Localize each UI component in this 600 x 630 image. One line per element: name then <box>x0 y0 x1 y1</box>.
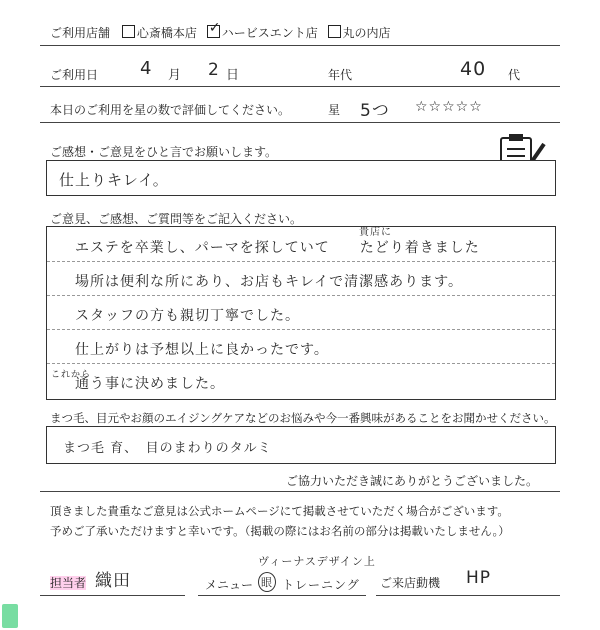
age-value: 40 <box>460 58 487 80</box>
staff-label: 担当者 <box>50 576 87 590</box>
store-label: ご利用店舗 <box>50 26 111 40</box>
impression-prompt: ご感想・ご意見をひと言でお願いします。 <box>50 145 278 159</box>
store-option-herbis[interactable]: ✓ ハービスエント店 <box>208 20 318 40</box>
age-label: 年代 <box>328 68 353 82</box>
visit-month: 4 <box>140 58 153 79</box>
checkbox[interactable] <box>122 25 135 38</box>
comment-line-2: 場所は便利な所にあり、お店もキレイで清潔感あります。 <box>75 274 464 290</box>
comments-box <box>46 226 556 400</box>
marker-smudge <box>2 604 18 628</box>
age-unit: 代 <box>508 68 521 82</box>
check-mark-icon: ✓ <box>208 20 221 36</box>
thanks-text: ご協力いただき誠にありがとうございました。 <box>286 474 539 488</box>
impression-answer: 仕上りキレイ。 <box>59 171 169 189</box>
checkbox[interactable] <box>328 25 341 38</box>
rating-value: 5つ <box>360 101 390 121</box>
comments-prompt: ご意見、ご感想、ご質問等をご記入ください。 <box>50 212 303 226</box>
store-row <box>50 20 391 41</box>
reason-label: ご来店動機 <box>380 576 441 590</box>
month-unit: 月 <box>168 68 183 83</box>
comment-margin-note: これから <box>51 370 92 380</box>
disclaimer-line-2: 予めご了承いただけますと幸いです。（掲載の際にはお名前の部分は掲載いたしません。） <box>50 524 510 538</box>
rating-stars: ☆☆☆☆☆ <box>415 99 483 115</box>
reason-value: HP <box>466 568 492 588</box>
menu-bottom: トレーニング <box>282 578 360 592</box>
visit-day: 2 <box>208 60 220 80</box>
checkbox-checked[interactable] <box>207 20 221 38</box>
date-label: ご利用日 <box>50 68 99 82</box>
comment-line-5: 通う事に決めました。 <box>75 376 225 392</box>
menu-label: メニュー <box>205 578 254 592</box>
star-label: 星 <box>328 103 341 117</box>
menu-mark: 眼 <box>258 572 276 592</box>
menu-top: ヴィーナスデザイン上 <box>258 555 376 568</box>
concerns-box <box>46 426 556 464</box>
comment-line-1: エステを卒業し、パーマを探していて たどり着きました <box>75 240 480 256</box>
day-unit: 日 <box>226 68 241 83</box>
comment-line-4: 仕上がりは予想以上に良かったです。 <box>75 342 329 358</box>
store-option-shinsaibashi[interactable]: 心斎橋本店 <box>122 26 197 40</box>
comment-insert-note: 貴店に <box>359 227 392 238</box>
concerns-prompt: まつ毛、目元やお顔のエイジングケアなどのお悩みや今一番興味があることをお聞かせください。 <box>50 411 556 425</box>
staff-name: 織田 <box>95 571 131 591</box>
concerns-answer: まつ毛 育、 目のまわりのタルミ <box>63 441 272 456</box>
disclaimer-line-1: 頂きました貴重なご意見は公式ホームページにて掲載させていただく場合がございます。 <box>50 504 509 518</box>
rating-prompt: 本日のご利用を星の数で評価してください。 <box>50 103 291 117</box>
store-option-marunouchi[interactable]: 丸の内店 <box>328 26 391 40</box>
comment-line-3: スタッフの方も親切丁寧でした。 <box>75 308 300 324</box>
impression-box <box>46 160 556 196</box>
